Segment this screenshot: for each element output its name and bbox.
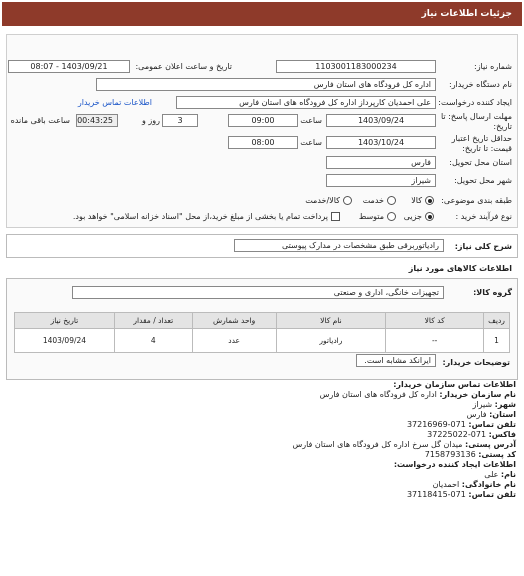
cell-code: --: [386, 329, 484, 353]
buyer-label: نام دستگاه خریدار:: [449, 80, 512, 89]
category-goods-radio[interactable]: [425, 196, 434, 205]
goods-section-title: اطلاعات کالاهای مورد نیاز: [408, 264, 512, 273]
creator-label: ایجاد کننده درخواست:: [438, 98, 512, 107]
col-name: نام کالا: [276, 313, 386, 329]
announce-label: تاریخ و ساعت اعلان عمومی:: [135, 62, 232, 71]
need-number-label: شماره نیاز:: [474, 62, 512, 71]
col-unit: واحد شمارش: [192, 313, 276, 329]
deadline-label-2: تاریخ:: [493, 122, 512, 131]
col-qty: تعداد / مقدار: [114, 313, 192, 329]
treasury-checkbox[interactable]: [331, 212, 340, 221]
treasury-note: پرداخت تمام یا بخشی از مبلغ خرید،از محل "اسناد خزانه اسلامی" خواهد بود.: [72, 212, 328, 221]
col-date: تاریخ نیاز: [15, 313, 115, 329]
validity-date-field: 1403/10/24: [326, 136, 436, 149]
process-minor-radio[interactable]: [425, 212, 434, 221]
cell-row: 1: [484, 329, 510, 353]
description-field: رادیاتوربرقی طبق مشخصات در مدارک پیوستی: [234, 239, 444, 252]
cell-unit: عدد: [192, 329, 276, 353]
deadline-date-field: 1403/09/24: [326, 114, 436, 127]
province-label: استان محل تحویل:: [449, 158, 512, 167]
category-goods-label: کالا: [411, 196, 422, 205]
goods-group-label: گروه کالا:: [473, 288, 512, 297]
process-medium-radio[interactable]: [387, 212, 396, 221]
goods-group-field: تجهیزات خانگی، اداری و صنعتی: [72, 286, 444, 299]
creator-line: تلفن تماس: 071-37118415: [406, 490, 516, 499]
contact-line: تلفن تماس: 071-37216969: [406, 420, 516, 429]
table-row: [15, 329, 510, 353]
contact-info-link[interactable]: اطلاعات تماس خریدار: [77, 98, 152, 107]
city-label: شهر محل تحویل:: [454, 176, 512, 185]
city-field: شیراز: [326, 174, 436, 187]
days-label: روز و: [142, 116, 160, 125]
province-field: فارس: [326, 156, 436, 169]
validity-time-label: ساعت: [300, 138, 322, 147]
contact-line: کد پستی: 7158793136: [424, 450, 516, 459]
cell-date: 1403/09/24: [15, 329, 115, 353]
announce-field: 1403/09/21 - 08:07: [8, 60, 130, 73]
remaining-days-field: 3: [162, 114, 198, 127]
creator-field: علی احمدیان کارپرداز اداره کل فرودگاه های استان فارس: [176, 96, 436, 109]
process-label: نوع فرآیند خرید :: [455, 212, 512, 221]
page-title: جزئیات اطلاعات نیاز: [421, 9, 512, 19]
notes-field: ایرانکد مشابه است.: [356, 354, 436, 367]
description-label: شرح کلی نیاز:: [454, 242, 512, 251]
deadline-time-field: 09:00: [228, 114, 298, 127]
deadline-label: مهلت ارسال پاسخ: تا: [440, 112, 512, 121]
buyer-field: اداره کل فرودگاه های استان فارس: [96, 78, 436, 91]
creator-line: نام خانوادگی: احمدیان: [432, 480, 516, 489]
contact-title: اطلاعات تماس سازمان خریدار:: [393, 380, 516, 389]
deadline-time-label: ساعت: [300, 116, 322, 125]
cell-qty: 4: [114, 329, 192, 353]
contact-line: نام سازمان خریدار: اداره کل فرودگاه های استان فارس: [319, 390, 516, 399]
contact-line: آدرس پستی: میدان گل سرخ اداره کل فرودگاه های استان فارس: [292, 440, 516, 449]
category-service-label: خدمت: [362, 196, 384, 205]
remaining-time-field: 00:43:25: [76, 114, 118, 127]
page-header: [2, 2, 522, 26]
remaining-label: ساعت باقی مانده: [10, 116, 70, 125]
contact-line: فاکس: 071-37225022: [427, 430, 516, 439]
col-code: کد کالا: [386, 313, 484, 329]
col-row: ردیف: [484, 313, 510, 329]
notes-label: توضیحات خریدار:: [442, 358, 510, 367]
process-minor-label: جزیی: [403, 212, 422, 221]
creator-title: اطلاعات ایجاد کننده درخواست:: [393, 460, 516, 469]
category-both-label: کالا/خدمت: [305, 196, 340, 205]
contact-line: شهر: شیراز: [472, 400, 516, 409]
category-label: طبقه بندی موضوعی:: [441, 196, 512, 205]
category-service-radio[interactable]: [387, 196, 396, 205]
validity-label-2: قیمت: تا تاریخ:: [462, 144, 512, 153]
need-number-field: 1103001183000234: [276, 60, 436, 73]
contact-line: استان: فارس: [466, 410, 516, 419]
validity-time-field: 08:00: [228, 136, 298, 149]
validity-label: حداقل تاریخ اعتبار: [451, 134, 512, 143]
process-medium-label: متوسط: [358, 212, 384, 221]
creator-line: نام: علی: [484, 470, 516, 479]
category-both-radio[interactable]: [343, 196, 352, 205]
goods-table: [14, 312, 510, 353]
cell-name: رادیاتور: [276, 329, 386, 353]
